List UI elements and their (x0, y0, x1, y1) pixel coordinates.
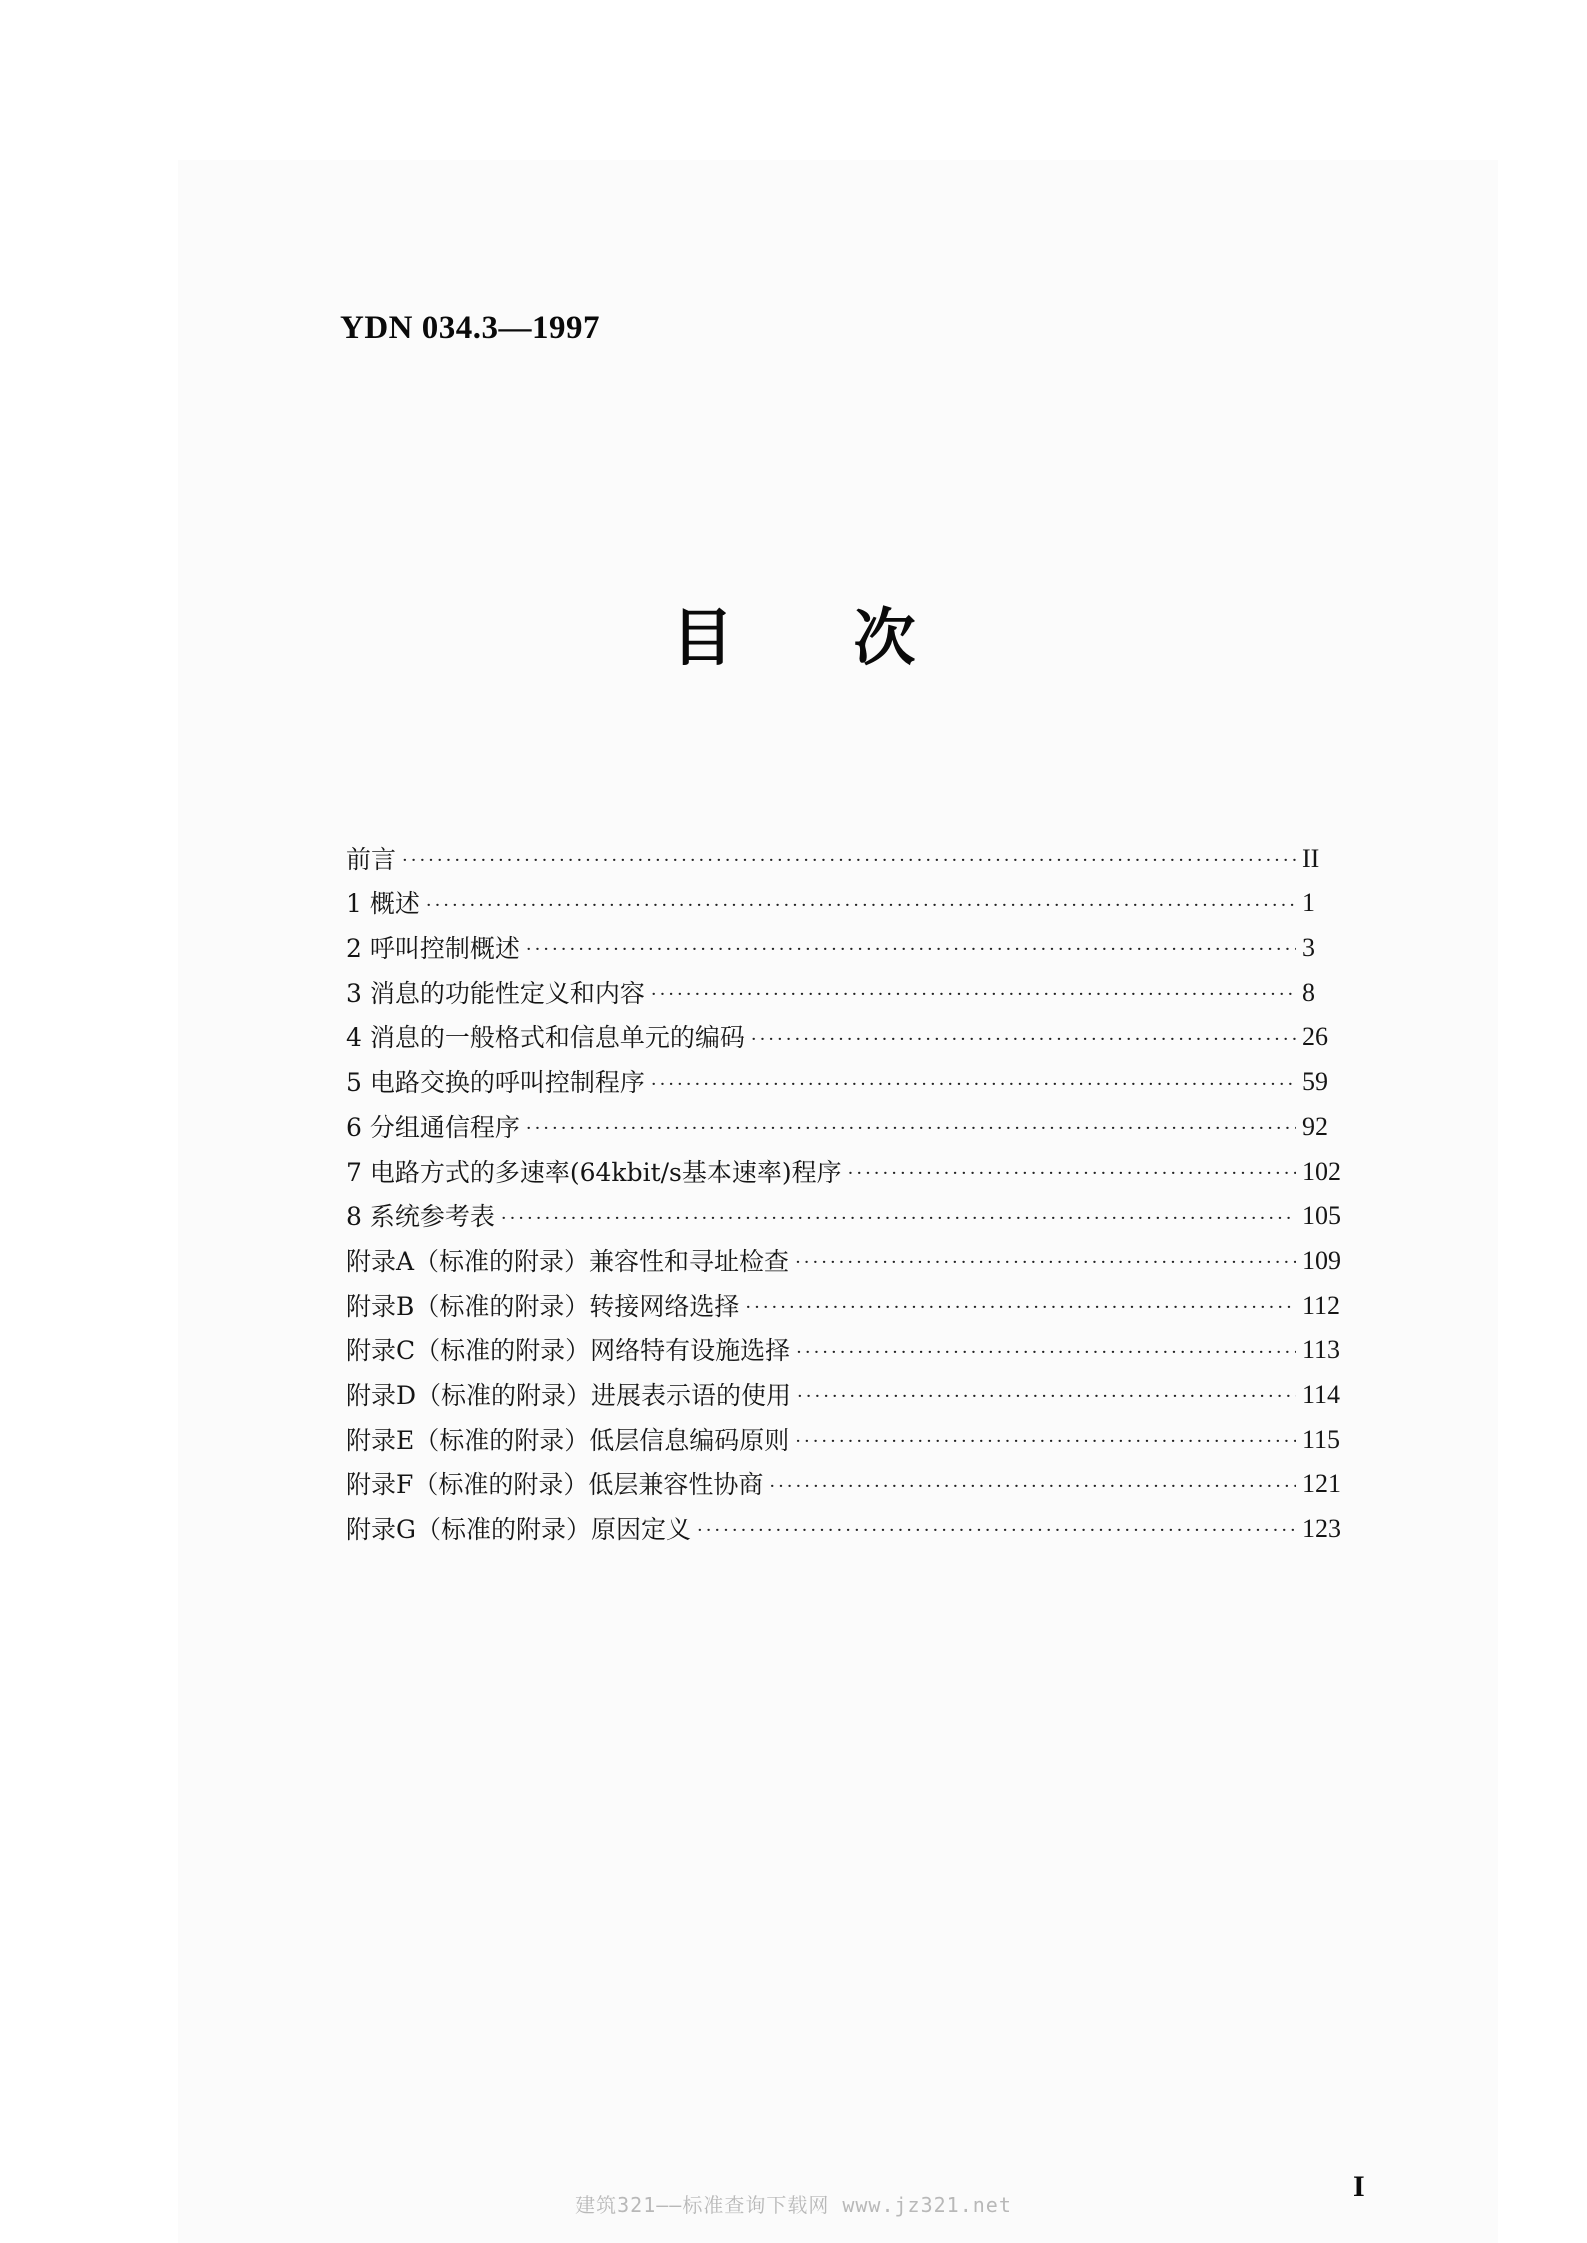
toc-entry-appendix-a[interactable] (346, 1229, 1346, 1274)
toc-entry-label: 附录G（标准的附录）原因定义 (346, 1515, 691, 1544)
toc-title: 目次 (671, 601, 1036, 674)
toc-entry-label: 前言 (346, 844, 397, 874)
toc-dot-leader (526, 939, 1296, 961)
toc-dot-leader (697, 1520, 1296, 1542)
toc-dot-leader (651, 1074, 1296, 1096)
toc-entry-page: 3 (1302, 933, 1315, 963)
toc-entry-2[interactable] (346, 916, 1346, 964)
toc-entry-page: II (1302, 843, 1320, 873)
document-number: YDN 034.3—1997 (340, 310, 600, 346)
toc-entry-label: 6 分组通信程序 (346, 1112, 520, 1142)
toc-entry-appendix-e[interactable] (346, 1408, 1346, 1453)
page-number: I (1353, 2170, 1365, 2203)
toc-entry-page: 109 (1302, 1245, 1341, 1275)
toc-entry-page: 102 (1302, 1156, 1341, 1186)
toc-dot-leader (795, 1252, 1296, 1274)
toc-entry-appendix-f[interactable] (346, 1453, 1346, 1498)
toc-entry-appendix-g[interactable] (346, 1497, 1346, 1542)
toc-dot-leader (751, 1029, 1296, 1051)
toc-list (346, 827, 1346, 1542)
toc-entry-5[interactable] (346, 1050, 1346, 1098)
toc-entry-label: 2 呼叫控制概述 (346, 934, 520, 964)
toc-entry-page: 1 (1302, 888, 1315, 918)
toc-dot-leader (745, 1297, 1296, 1319)
footer-watermark: 建筑321——标准查询下载网 www.jz321.net (575, 2193, 1012, 2217)
toc-entry-3[interactable] (346, 961, 1346, 1006)
toc-entry-7[interactable] (346, 1140, 1346, 1185)
toc-entry-page: 26 (1302, 1022, 1328, 1052)
toc-entry-appendix-c[interactable] (346, 1319, 1346, 1364)
toc-entry-appendix-b[interactable] (346, 1274, 1346, 1319)
toc-dot-leader (526, 1118, 1296, 1140)
toc-dot-leader (501, 1208, 1296, 1230)
toc-entry-label: 4 消息的一般格式和信息单元的编码 (346, 1023, 745, 1053)
toc-entry-page: 113 (1302, 1335, 1341, 1365)
toc-entry-label: 附录B（标准的附录）转接网络选择 (346, 1291, 740, 1321)
toc-entry-label: 7 电路方式的多速率(64kbit/s基本速率)程序 (346, 1157, 842, 1187)
toc-entry-page: 105 (1302, 1201, 1341, 1231)
toc-entry-page: 115 (1302, 1424, 1341, 1454)
toc-dot-leader (402, 850, 1296, 872)
toc-entry-page: 59 (1302, 1067, 1328, 1097)
toc-entry-label: 附录F（标准的附录）低层兼容性协商 (346, 1470, 764, 1500)
toc-entry-6[interactable] (346, 1095, 1346, 1140)
toc-entry-1[interactable] (346, 872, 1346, 917)
toc-entry-label: 附录A（标准的附录）兼容性和寻址检查 (346, 1246, 790, 1276)
toc-dot-leader (797, 1386, 1296, 1408)
toc-entry-label: 附录D（标准的附录）进展表示语的使用 (346, 1380, 792, 1410)
toc-entry-page: 123 (1302, 1514, 1341, 1543)
toc-dot-leader (651, 984, 1296, 1006)
toc-entry-label: 8 系统参考表 (346, 1202, 495, 1232)
toc-entry-page: 112 (1302, 1290, 1341, 1320)
toc-entry-label: 附录C（标准的附录）网络特有设施选择 (346, 1336, 791, 1366)
toc-entry-preface[interactable] (346, 827, 1346, 872)
toc-dot-leader (796, 1342, 1296, 1364)
toc-dot-leader (848, 1163, 1296, 1185)
toc-entry-page: 114 (1302, 1379, 1341, 1409)
toc-entry-label: 5 电路交换的呼叫控制程序 (346, 1068, 645, 1098)
toc-entry-4[interactable] (346, 1006, 1346, 1051)
toc-entry-label: 1 概述 (346, 889, 420, 919)
toc-entry-8[interactable] (346, 1185, 1346, 1230)
toc-entry-page: 92 (1302, 1111, 1328, 1141)
toc-dot-leader (769, 1476, 1296, 1498)
toc-entry-label: 附录E（标准的附录）低层信息编码原则 (346, 1425, 790, 1455)
toc-dot-leader (426, 895, 1296, 917)
toc-entry-label: 3 消息的功能性定义和内容 (346, 978, 645, 1008)
toc-dot-leader (795, 1431, 1296, 1453)
toc-entry-appendix-d[interactable] (346, 1363, 1346, 1408)
toc-entry-page: 8 (1302, 977, 1315, 1007)
toc-entry-page: 121 (1302, 1469, 1341, 1499)
